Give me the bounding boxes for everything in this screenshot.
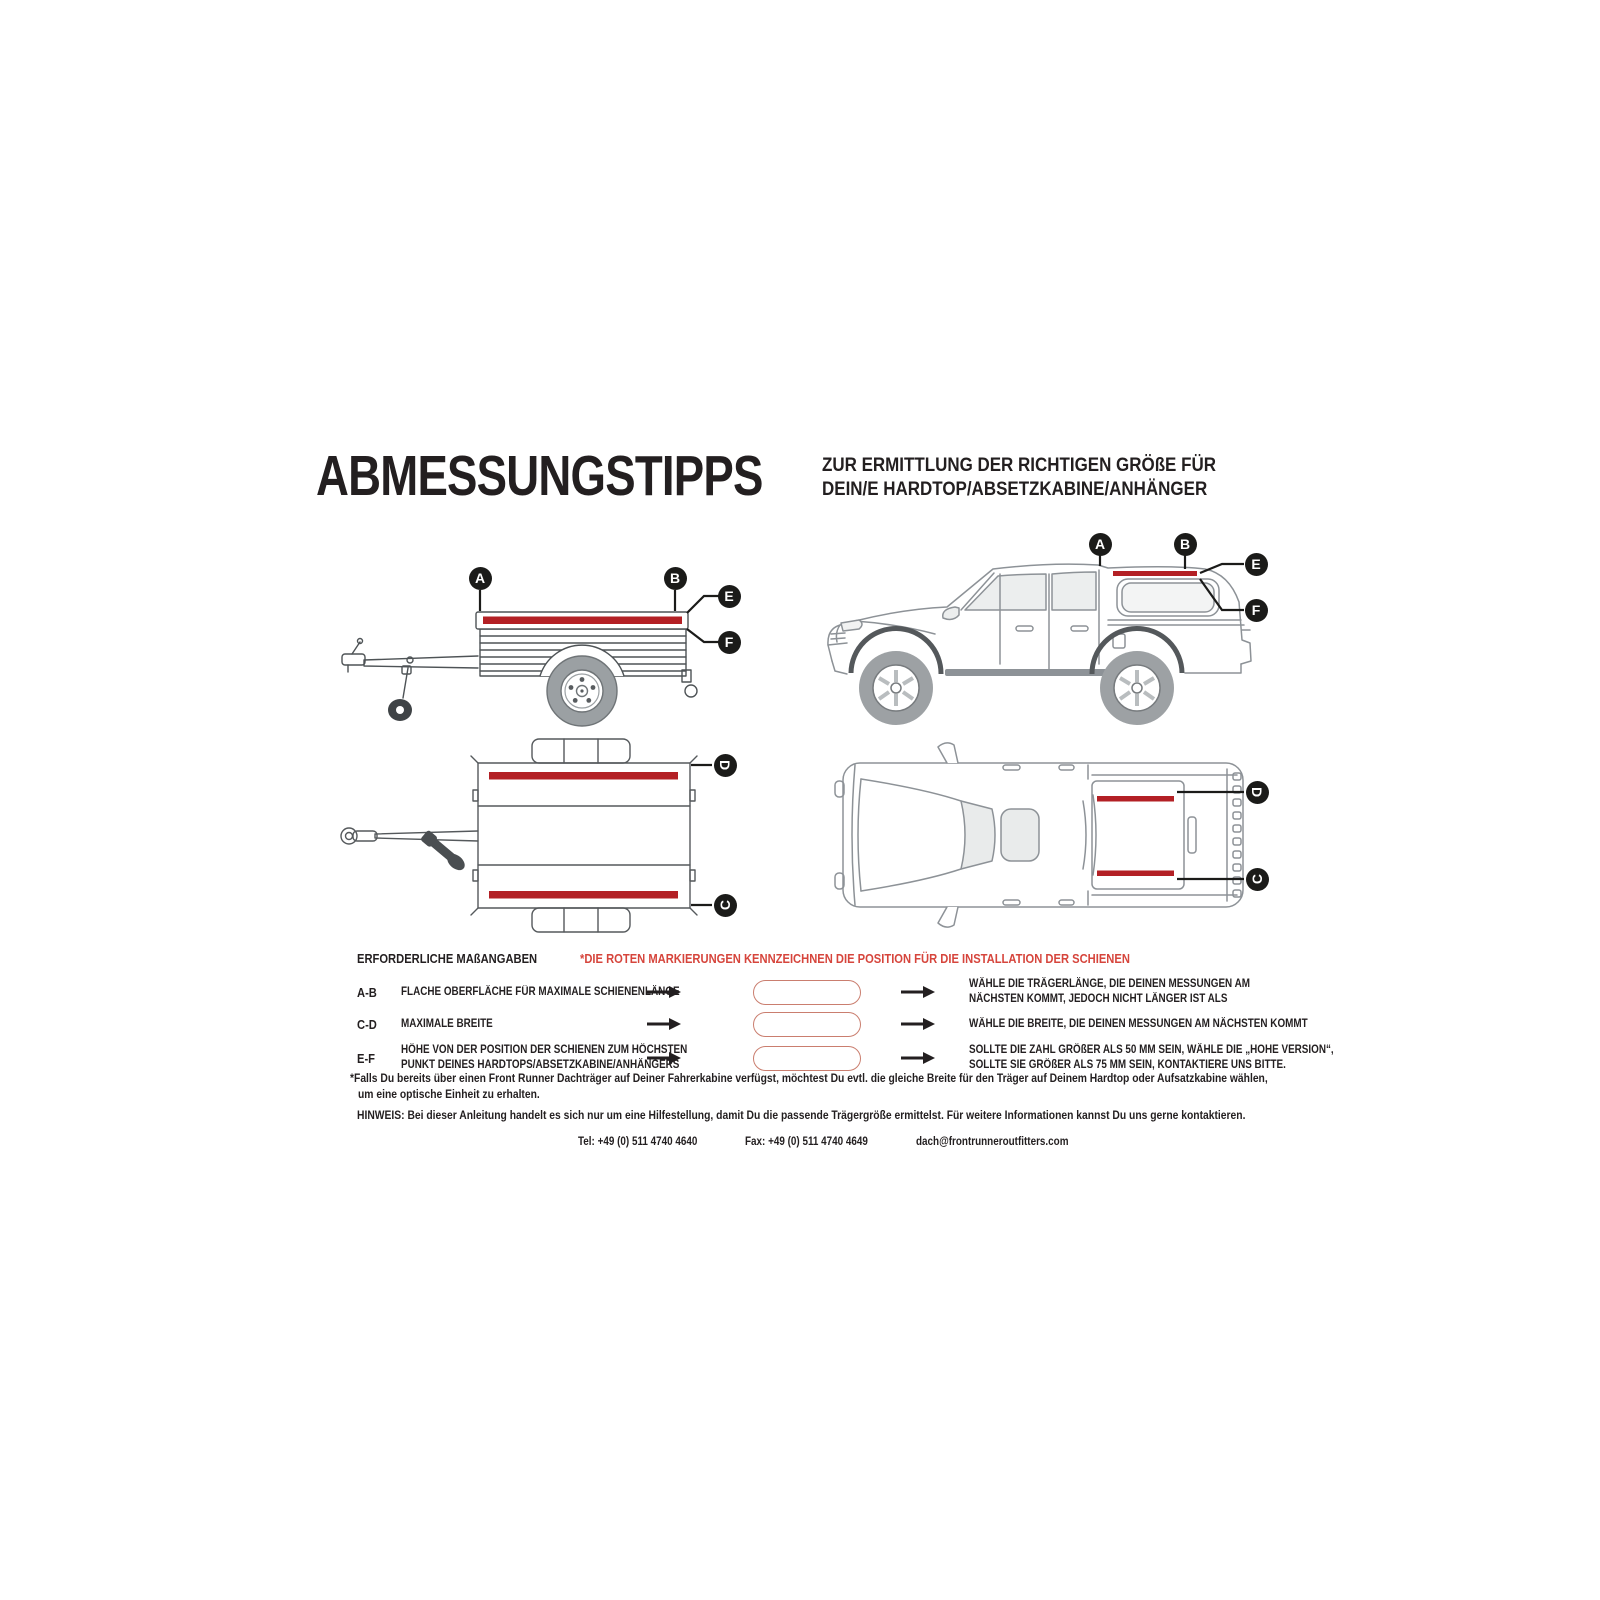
point-label-e: E [1245,553,1268,576]
page-title: ABMESSUNGSTIPPS [316,444,763,508]
fax-number: Fax: +49 (0) 511 4740 4649 [744,1136,868,1148]
row-key: C-D [357,1016,377,1032]
point-label-b: B [1174,533,1197,556]
rail-position-marker-left [489,772,678,780]
point-label-c: C [1246,868,1269,891]
point-label-e: E [718,585,741,608]
trailer-top-view-figure [335,733,755,938]
measurement-row-cd [357,1010,1308,1038]
truck-side-view-drawing [795,512,1270,737]
trailer-side-view-drawing [330,550,750,740]
measurements-heading-row [357,951,1220,966]
point-label-f: F [1245,599,1268,622]
rail-position-marker-left [1097,796,1174,802]
row-result: WÄHLE DIE TRÄGERLÄNGE, DIE DEINEN MESSUNGEN AM NÄCHSTEN KOMMT, JEDOCH NICHT LÄNGER IST ALS [969,978,1250,1005]
point-label-d: D [714,754,737,777]
footnote [350,1071,1417,1102]
measurement-row-ef: E-F HÖHE VON DER POSITION DER SCHIENEN ZUM HÖCHSTEN PUNKT DEINES HARDTOPS/ABSETZKABINE/ANHÄNGERS SOLLTE DIE ZAHL GRÖßER ALS 50 MM SEIN, WÄHLE DIE „HOHE VERSION“, SOLLTE SIE GRÖßER ALS 75 MM SEIN, KONTAKTIERE UNS BITTE. [357,1036,1297,1080]
truck-wheels [859,651,1174,725]
rail-position-marker-right [1097,871,1174,877]
footnote-line-2: um eine optische Einheit zu erhalten. [358,1086,540,1101]
phone-number: Tel: +49 (0) 511 4740 4640 [578,1136,698,1148]
arrow-right-icon [901,985,935,999]
trailer-side-body [342,612,697,721]
arrow-right-icon [901,1017,935,1031]
point-label-f: F [718,631,741,654]
measurement-input-ab[interactable] [753,980,861,1005]
row-result: SOLLTE DIE ZAHL GRÖßER ALS 50 MM SEIN, WÄHLE DIE „HOHE VERSION“, SOLLTE SIE GRÖßER ALS 75 MM SEIN, KONTAKTIERE UNS BITTE. [969,1044,1334,1071]
measurements-heading: ERFORDERLICHE MAßANGABEN [357,951,538,966]
subtitle-line-2: DEIN/E HARDTOP/ABSETZKABINE/ANHÄNGER [822,477,1208,500]
measurement-input-ef[interactable] [753,1046,861,1071]
row-key: E-F [357,1050,376,1066]
handbrake-lever [420,830,468,874]
trailer-top-body [341,739,697,932]
subtitle-line-1: ZUR ERMITTLUNG DER RICHTIGEN GRÖßE FÜR [822,454,1216,476]
arrow-right-icon [901,1051,935,1065]
trailer-top-view-drawing [335,733,755,938]
row-result: WÄHLE DIE BREITE, DIE DEINEN MESSUNGEN AM NÄCHSTEN KOMMT [969,1017,1308,1030]
rail-position-marker [483,617,682,625]
point-label-c: C [714,894,737,917]
point-label-a: A [469,567,492,590]
row-description: HÖHE VON DER POSITION DER SCHIENEN ZUM HÖCHSTEN [401,1044,688,1057]
trailer-wheel [547,656,617,726]
running-board [945,669,1123,676]
row-description: FLACHE OBERFLÄCHE FÜR MAXIMALE SCHIENENLÄNGE [401,985,680,998]
red-markings-note: *DIE ROTEN MARKIERUNGEN KENNZEICHNEN DIE POSITION FÜR DIE INSTALLATION DER SCHIENEN [580,951,1131,966]
truck-top-body [835,743,1243,927]
rail-position-marker [1113,571,1197,576]
hinweis-note: HINWEIS: Bei dieser Anleitung handelt es sich nur um eine Hilfestellung, damit Du die passende Trägergröße ermittelst. Für weitere Informationen kannst Du uns gerne kontaktieren. [357,1108,1246,1122]
point-label-a: A [1089,533,1112,556]
measurement-input-cd[interactable] [753,1012,861,1037]
contact-row [578,1136,1093,1148]
truck-top-view-drawing [795,735,1270,935]
page-subtitle [822,454,1216,502]
point-label-b: B [664,567,687,590]
measurement-row-ab [357,972,1297,1012]
footnote-line-1: *Falls Du bereits über einen Front Runner Dachträger auf Deiner Fahrerkabine verfügst, möchtest Du evtl. die gleiche Breite für den Träger auf Deinem Hardtop oder Aufsatzkabine wählen, [350,1071,1268,1085]
row-description: MAXIMALE BREITE [401,1017,493,1030]
point-label-d: D [1246,781,1269,804]
row-key: A-B [357,984,377,1000]
truck-top-view-figure [795,735,1270,935]
email-address[interactable]: dach@frontrunneroutfitters.com [915,1136,1069,1148]
arrow-right-icon [647,1017,681,1031]
rail-position-marker-right [489,891,678,899]
callout-lines [691,765,712,905]
trailer-side-view-figure [330,550,750,740]
truck-side-view-figure [795,512,1270,737]
